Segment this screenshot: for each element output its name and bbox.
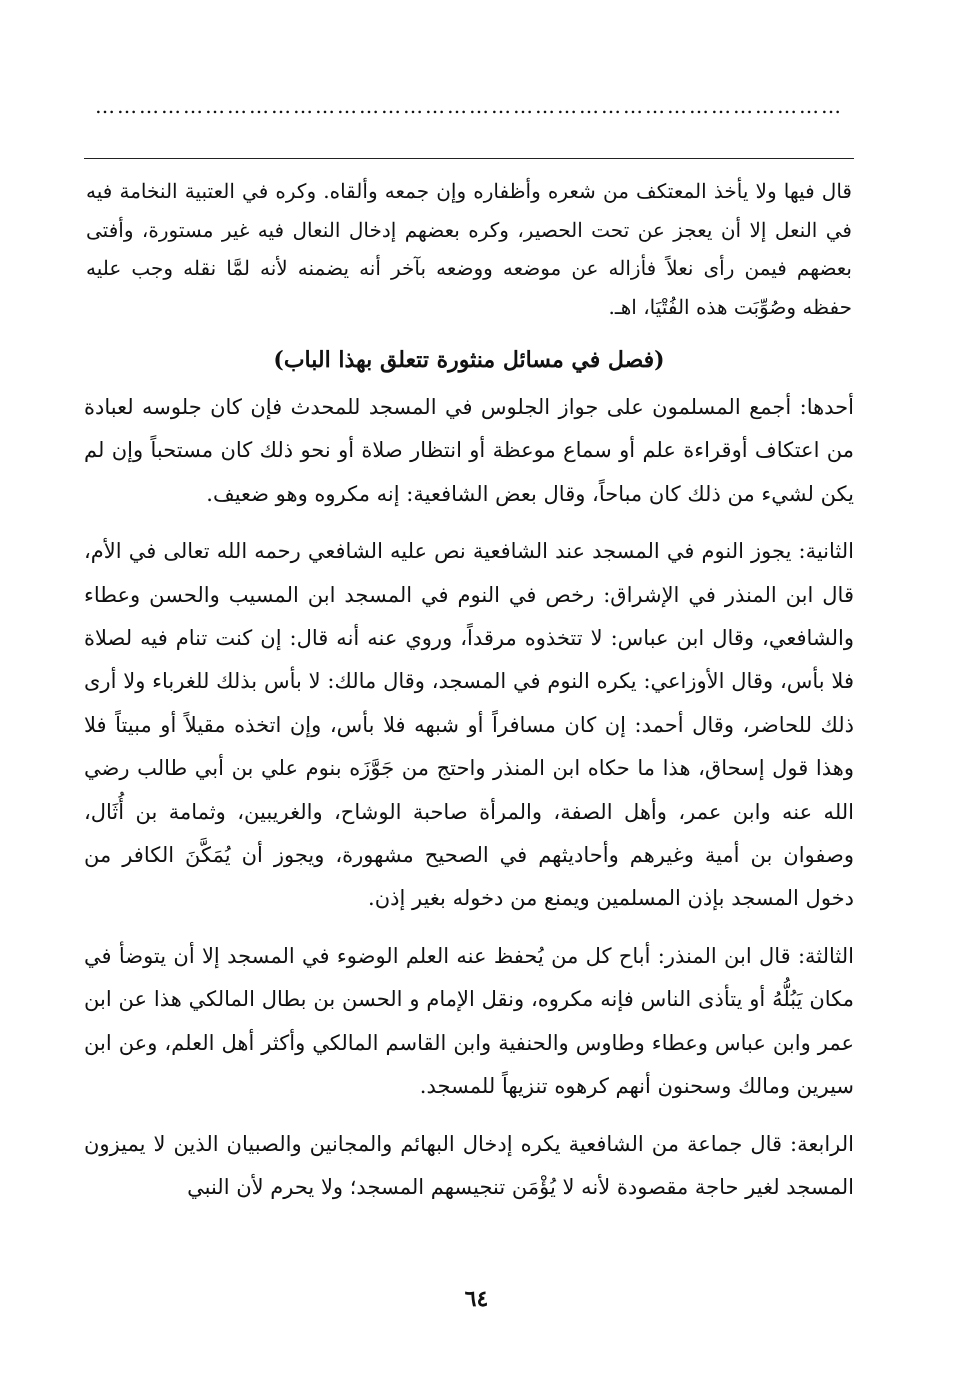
dotted-separator: ………………………………………………………………………………………… [95, 96, 843, 116]
section-heading: (فصل في مسائل منثورة تتعلق بهذا الباب) [273, 347, 665, 373]
page-body [84, 172, 854, 1223]
footnote-text: قال فيها ولا يأخذ المعتكف من شعره وأظفاره وإن جمعه وألقاه. وكره في العتبية النخامة فيه في النعل إلا أن يعجز عن تحت الحصير، وكره بعضهم إدخال النعال فيه غير مستورة، وأفتى بعضهم فيمن رأى نعلاً فأزاله عن موضعه ووضعه بآخر أنه يضمنه لأنه لمَّا نقله وجب عليه حفظه وصُوِّبَت هذه الفُتْيَا، اهـ. [86, 179, 852, 319]
paragraph-second: الثانية: يجوز النوم في المسجد عند الشافعية نص عليه الشافعي رحمه الله تعالى في الأم، قال ابن المنذر في الإشراق: رخص في النوم في المسجد ابن المسيب والحسن وعطاء والشافعي، وقال ابن عباس: لا تتخذوه مرقداً، وروي عنه أنه قال: إن كنت تنام فيه لصلاة فلا بأس، وقال الأوزاعي: يكره النوم في المسجد، وقال مالك: لا بأس بذلك للغرباء ولا أرى ذلك للحاضر، وقال أحمد: إن كان مسافراً أو شبهه فلا بأس، وإن اتخذه مقيلاً أو مبيتاً فلا وهذا قول إسحاق، هذا ما حكاه ابن المنذر واحتج من جَوَّزَه بنوم علي بن أبي طالب رضي الله عنه وابن عمر، وأهل الصفة، والمرأة صاحبة الوشاح، والغريبين، وثمامة بن أُثَال، وصفوان بن أمية وغيرهم وأحاديثهم في الصحيح مشهورة، ويجوز أن يُمَكَّنَ الكافر من دخول المسجد بإذن المسلمين ويمنع من دخوله بغير إذن. [84, 539, 854, 911]
paragraph-first: أحدها: أجمع المسلمون على جواز الجلوس في المسجد للمحدث فإن كان جلوسه لعبادة من اعتكاف أوقراءة علم أو سماع موعظة أو انتظار صلاة أو نحو ذلك كان مستحباً وإن لم يكن لشيء من ذلك كان مباحاً، وقال بعض الشافعية: إنه مكروه وهو ضعيف. [84, 395, 854, 506]
footnote-rule [84, 158, 854, 159]
paragraph-fourth: الرابعة: قال جماعة من الشافعية يكره إدخال البهائم والمجانين والصبيان الذين لا يميزون المسجد لغير حاجة مقصودة لأنه لا يُؤْمَن تنجيسهم المسجد؛ ولا يحرم لأن النبي [84, 1131, 854, 1199]
page-number: ٦٤ [464, 1286, 489, 1312]
paragraph-third: الثالثة: قال ابن المنذر: أباح كل من يُحفظ عنه العلم الوضوء في المسجد إلا أن يتوضأ في مكان يَبُلُّهُ أو يتأذى الناس فإنه مكروه، ونقل الإمام و الحسن بن بطال المالكي هذا عن ابن عمر وابن عباس وعطاء وطاوس والحنفية وابن القاسم المالكي وأكثر أهل العلم، وعن ابن سيرين ومالك وسحنون أنهم كرهوه تنزيهاً للمسجد. [84, 943, 854, 1099]
